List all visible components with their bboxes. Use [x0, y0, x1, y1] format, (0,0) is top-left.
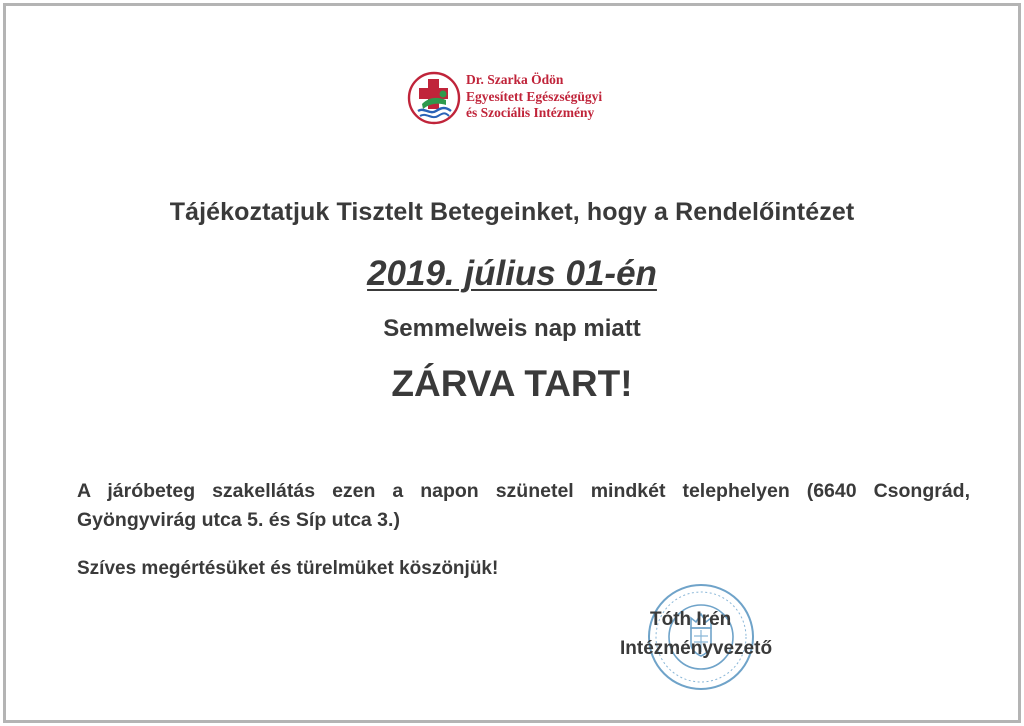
closure-reason: Semmelweis nap miatt: [383, 315, 641, 342]
institution-name-line-1: Dr. Szarka Ödön: [466, 72, 564, 87]
notice-intro: Tájékoztatjuk Tisztelt Betegeinket, hogy a Rendelőintézet: [169, 198, 855, 226]
institution-logo: [406, 68, 666, 128]
notice-body-paragraph: A járóbeteg szakellátás ezen a napon szünetel mindkét telephelyen (6640 Csongrád, Gyöngyvirág utca 5. és Síp utca 3.): [77, 480, 970, 531]
signatory-title: Intézményvezető: [620, 638, 773, 659]
red-cross-medical-logo-icon: [406, 70, 462, 126]
institution-name: [466, 72, 602, 122]
signatory-name: Tóth Irén: [650, 609, 732, 630]
thanks-line: Szíves megértésüket és türelmüket köszönjük!: [77, 558, 499, 579]
institution-name-line-2: Egyesített Egészségügyi: [466, 88, 603, 104]
institution-name-line-3: és Szociális Intézmény: [466, 105, 595, 120]
closed-heading: ZÁRVA TART!: [391, 363, 633, 404]
closure-date: 2019. július 01-én: [367, 254, 657, 293]
round-official-stamp-icon: [642, 578, 760, 696]
